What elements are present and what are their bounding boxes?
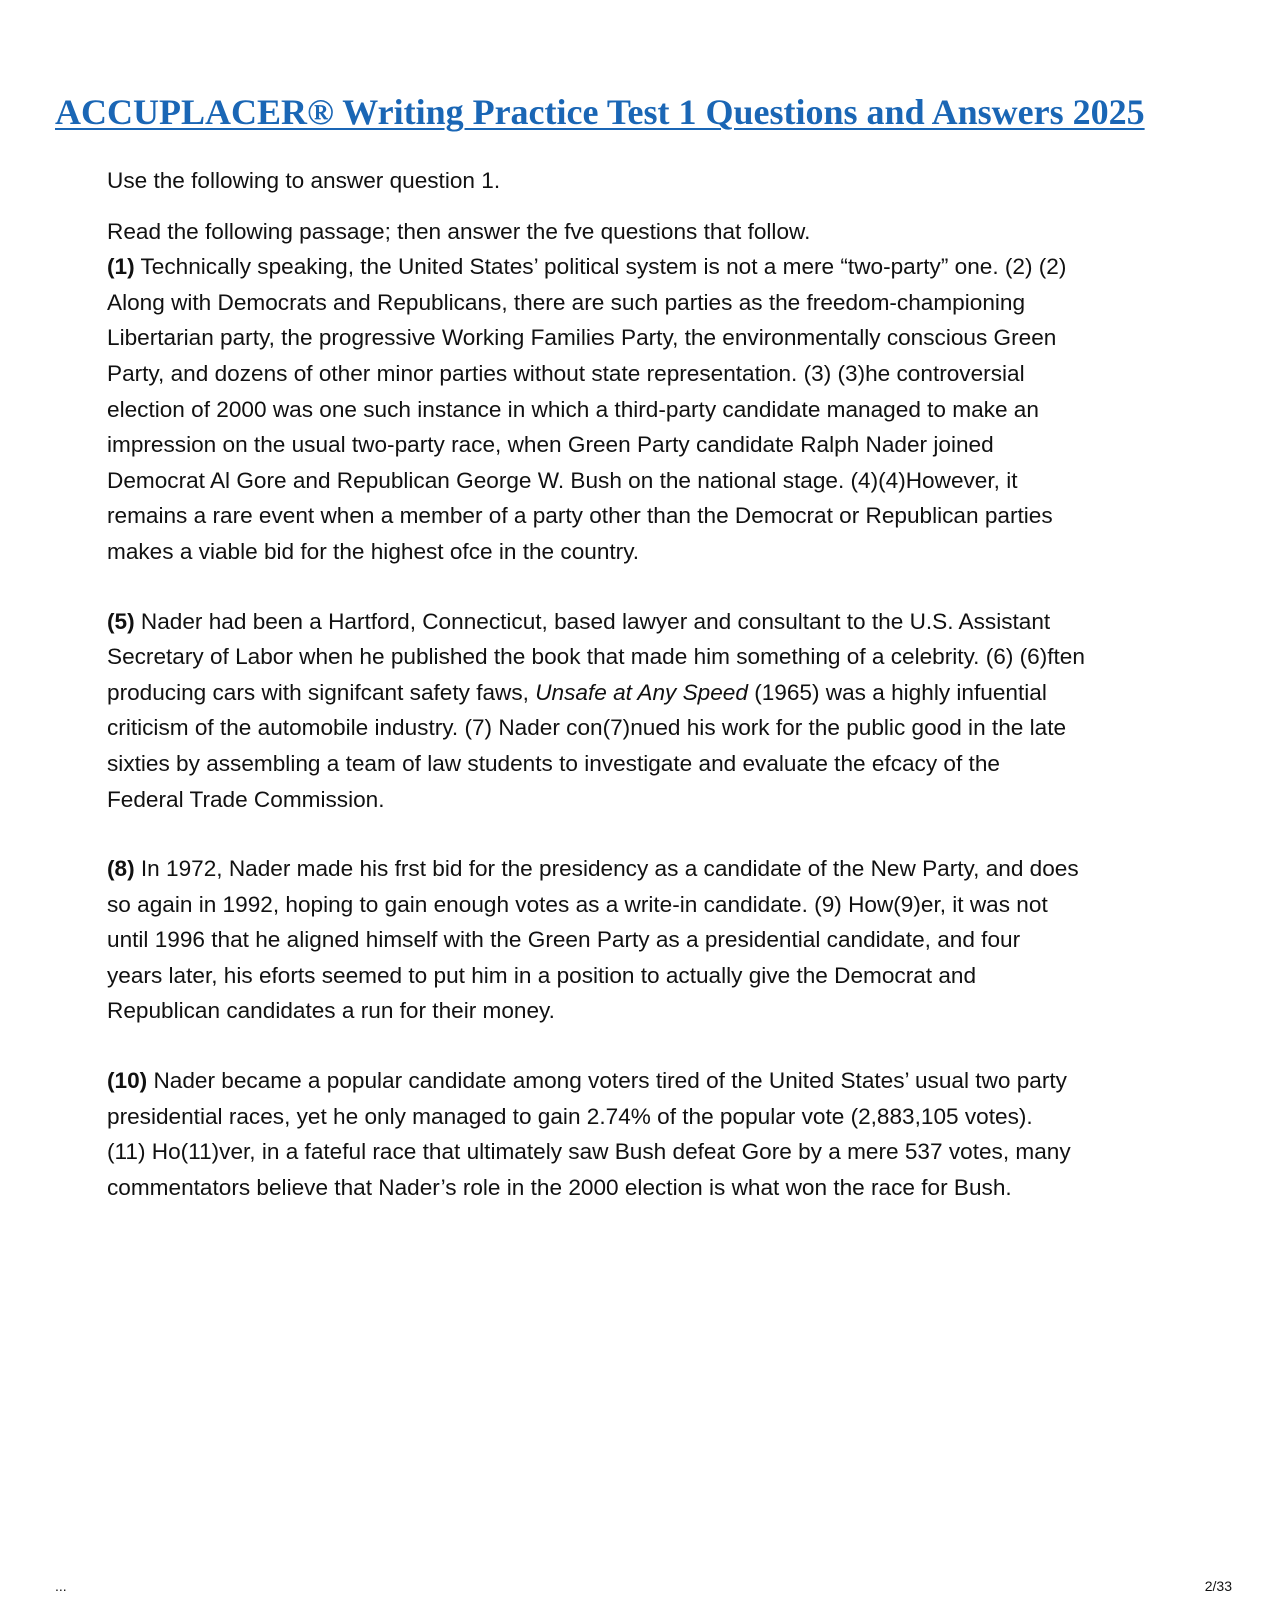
page-number: 2/33 (1204, 1578, 1232, 1594)
footer-ellipsis: ... (55, 1578, 67, 1594)
paragraph-3-line: years later, his eforts seemed to put him in a position to actually give the Democrat and (107, 962, 977, 988)
sentence-number: (5) (107, 608, 135, 634)
paragraph-2-line: (5) Nader had been a Hartford, Connecticut, based lawyer and consultant to the U.S. Assistant (107, 608, 1051, 634)
paragraph-1-line: makes a viable bid for the highest ofce in the country. (107, 538, 640, 564)
paragraph-2-line: Secretary of Labor when he published the book that made him something of a celebrity. (6) (6)ften (107, 644, 1085, 670)
paragraph-1-line: (1) Technically speaking, the United States’ political system is not a mere “two-party” one. (2) (2) (107, 254, 1067, 280)
instruction-text: Read the following passage; then answer the fve questions that follow. (107, 218, 811, 244)
paragraph-4-line: (11) Ho(11)ver, in a fateful race that ultimately saw Bush defeat Gore by a mere 537 votes, many (107, 1139, 1071, 1165)
sentence-number: (10) (107, 1068, 148, 1094)
paragraph-1-line: Along with Democrats and Republicans, there are such parties as the freedom-championing (107, 289, 1026, 315)
paragraph-4-line: commentators believe that Nader’s role in the 2000 election is what won the race for Bush. (107, 1174, 1012, 1200)
paragraph-1-line: election of 2000 was one such instance in which a third-party candidate managed to make an (107, 396, 1039, 422)
paragraph-3-line: so again in 1992, hoping to gain enough votes as a write-in candidate. (9) How(9)er, it was not (107, 891, 1048, 917)
sentence-number: (1) (107, 254, 135, 280)
paragraph-3-line: (8) In 1972, Nader made his frst bid for the presidency as a candidate of the New Party, and does (107, 856, 1079, 882)
page-title (55, 88, 1145, 136)
paragraph-1-line: Democrat Al Gore and Republican George W. Bush on the national stage. (4)(4)However, it (107, 467, 1018, 493)
sentence-number: (8) (107, 856, 135, 882)
paragraph-1-line: Party, and dozens of other minor parties without state representation. (3) (3)he controversial (107, 360, 1025, 386)
paragraph-1-line: Libertarian party, the progressive Working Families Party, the environmentally conscious Green (107, 325, 1057, 351)
paragraph-4-line: presidential races, yet he only managed to gain 2.74% of the popular vote (2,883,105 votes). (107, 1103, 1033, 1129)
paragraph-3-line: Republican candidates a run for their money. (107, 998, 555, 1024)
paragraph-2-line: sixties by assembling a team of law students to investigate and evaluate the efcacy of the (107, 750, 1000, 776)
paragraph-1-line: remains a rare event when a member of a party other than the Democrat or Republican parties (107, 503, 1053, 529)
paragraph-4-line: (10) Nader became a popular candidate among voters tired of the United States’ usual two party (107, 1068, 1067, 1094)
intro-text: Use the following to answer question 1. (107, 168, 501, 193)
paragraph-3-line: until 1996 that he aligned himself with the Green Party as a presidential candidate, and four (107, 927, 1021, 953)
paragraph-1-line: impression on the usual two-party race, when Green Party candidate Ralph Nader joined (107, 432, 994, 458)
title-link[interactable]: ACCUPLACER® Writing Practice Test 1 Questions and Answers 2025 (55, 92, 1145, 132)
passage-content (107, 163, 1202, 1205)
paragraph-2-line: criticism of the automobile industry. (7) Nader con(7)nued his work for the public good in the late (107, 715, 1067, 741)
book-title: Unsafe at Any Speed (535, 679, 748, 705)
paragraph-2-line: producing cars with signifcant safety faws, Unsafe at Any Speed (1965) was a highly infuential (107, 679, 1047, 705)
paragraph-2-line: Federal Trade Commission. (107, 786, 385, 812)
